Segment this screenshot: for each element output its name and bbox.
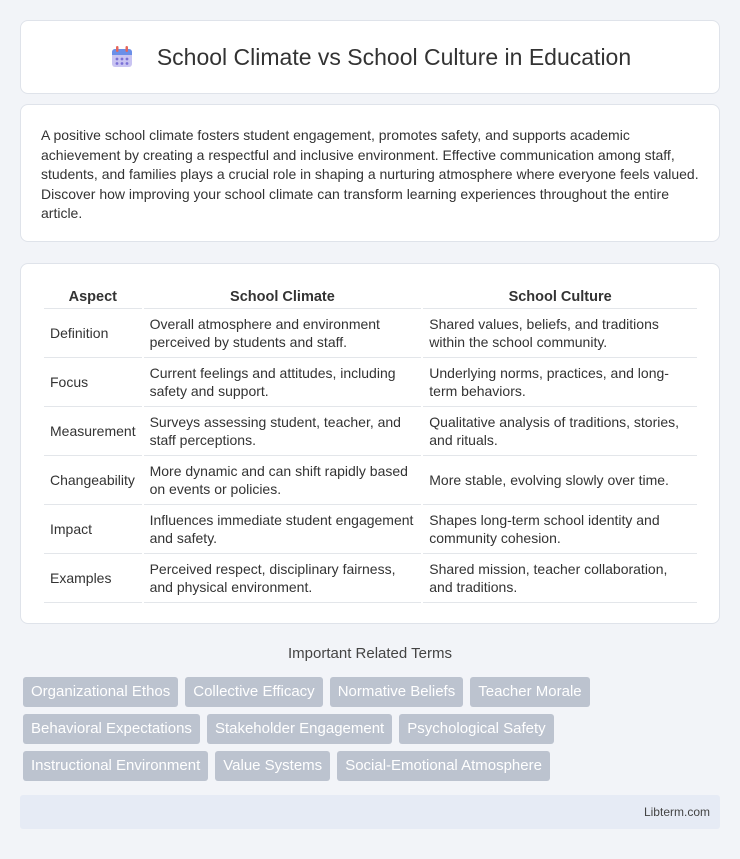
school-culture-cell: Shared values, beliefs, and traditions within the school community. — [423, 309, 697, 358]
related-term-tag[interactable]: Social-Emotional Atmosphere — [337, 751, 550, 781]
school-climate-cell: Current feelings and attitudes, including safety and support. — [144, 358, 422, 407]
column-header-school-culture: School Culture — [423, 285, 697, 309]
page-title: School Climate vs School Culture in Education — [156, 43, 632, 70]
tag-row — [23, 677, 723, 707]
column-header-school-climate: School Climate — [144, 285, 422, 309]
school-climate-cell: More dynamic and can shift rapidly based on events or policies. — [144, 456, 422, 505]
related-terms-heading: Important Related Terms — [288, 645, 452, 662]
tag-row — [23, 714, 723, 744]
aspect-cell: Examples — [44, 554, 142, 603]
related-term-tag[interactable]: Teacher Morale — [470, 677, 589, 707]
table-row — [44, 456, 697, 505]
school-culture-cell: Shapes long-term school identity and community cohesion. — [423, 505, 697, 554]
comparison-card — [20, 263, 720, 624]
aspect-cell: Impact — [44, 505, 142, 554]
school-culture-cell: Shared mission, teacher collaboration, and traditions. — [423, 554, 697, 603]
tag-row — [23, 751, 723, 781]
related-term-tag[interactable]: Value Systems — [215, 751, 330, 781]
footer-site-link[interactable]: Libterm.com — [643, 805, 710, 819]
related-term-tag[interactable]: Psychological Safety — [399, 714, 553, 744]
table-row — [44, 358, 697, 407]
intro-paragraph: A positive school climate fosters student engagement, promotes safety, and supports academic achievement by creating a respectful and inclusive environment. Effective communication among staff, students, and families plays a crucial role in shaping a nurturing atmosphere where everyone feels valued. Discover how improving your school climate can transform learning experiences throughout the entire article. — [41, 127, 699, 221]
calendar-icon — [109, 44, 135, 70]
table-row — [44, 554, 697, 603]
related-term-tag[interactable]: Stakeholder Engagement — [207, 714, 392, 744]
related-term-tag[interactable]: Organizational Ethos — [23, 677, 178, 707]
aspect-cell: Focus — [44, 358, 142, 407]
school-climate-cell: Influences immediate student engagement and safety. — [144, 505, 422, 554]
school-culture-cell: Qualitative analysis of traditions, stories, and rituals. — [423, 407, 697, 456]
related-term-tag[interactable]: Collective Efficacy — [185, 677, 322, 707]
table-row — [44, 505, 697, 554]
title-card — [20, 20, 720, 94]
intro-card — [20, 104, 720, 242]
related-term-tag[interactable]: Instructional Environment — [23, 751, 208, 781]
aspect-cell: Measurement — [44, 407, 142, 456]
aspect-cell: Definition — [44, 309, 142, 358]
aspect-cell: Changeability — [44, 456, 142, 505]
table-row — [44, 407, 697, 456]
related-terms-list — [23, 677, 723, 788]
table-header-row — [44, 285, 697, 309]
table-row — [44, 309, 697, 358]
footer — [20, 795, 720, 829]
column-header-aspect: Aspect — [44, 285, 142, 309]
school-climate-cell: Surveys assessing student, teacher, and staff perceptions. — [144, 407, 422, 456]
comparison-table — [42, 285, 699, 603]
school-culture-cell: Underlying norms, practices, and long-term behaviors. — [423, 358, 697, 407]
school-culture-cell: More stable, evolving slowly over time. — [423, 456, 697, 505]
related-term-tag[interactable]: Normative Beliefs — [330, 677, 464, 707]
school-climate-cell: Perceived respect, disciplinary fairness, and physical environment. — [144, 554, 422, 603]
school-climate-cell: Overall atmosphere and environment perceived by students and staff. — [144, 309, 422, 358]
related-term-tag[interactable]: Behavioral Expectations — [23, 714, 200, 744]
